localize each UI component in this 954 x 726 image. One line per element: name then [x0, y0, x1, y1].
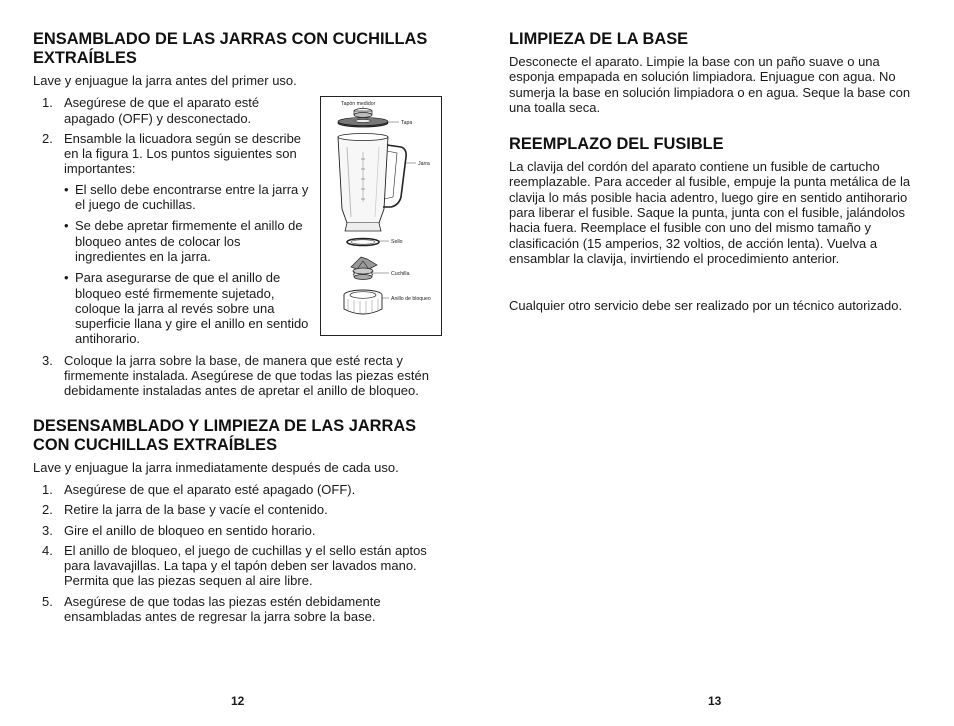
blender-assembly-figure	[320, 96, 442, 336]
disassembly-title: DESENSAMBLADO Y LIMPIEZA DE LAS JARRAS CON CUCHILLAS EXTRAÍBLES	[33, 416, 417, 454]
assembly-title: ENSAMBLADO DE LAS JARRAS CON CUCHILLAS EXTRAÍBLES	[33, 30, 428, 67]
label-jar: Jarra	[418, 161, 430, 167]
step-text: Coloque la jarra sobre la base, de manera que esté recta y firmemente instalada. Asegúrese de que todas las piezas estén debidamente instaladas antes de apretar el anillo de bloqueo.	[64, 352, 429, 399]
disassembly-step: 4. El anillo de bloqueo, el juego de cuchillas y el sello están aptos para lavavajillas. La tapa y el tapón deben ser lavados mano. Permita que las piezas sequen al aire libre.	[42, 542, 427, 589]
bullet-item: • Para asegurarse de que el anillo de bloqueo esté firmemente sujetado, coloque la jarra al revés sobre una superficie llana y gire el anillo en sentido antihorario.	[64, 270, 309, 347]
disassembly-steps	[33, 482, 445, 624]
step-number: 3.	[42, 352, 53, 368]
seal-drawing	[347, 239, 379, 246]
fuse-text: La clavija del cordón del aparato contiene un fusible de cartucho reemplazable. Para acceder al fusible, empuje la punta metálica de la clavija lo más posible hacia adentro, luego gire en sentido antihorario para liberar el fusible. Saque la punta, junta con el fusible, jalándolos hacia fuera. Reemplace el fusible con uno del mismo tamaño y clasificación (15 amperios, 32 voltios, de acción lenta). Vuelva a ensamblar la clavija, invirtiendo el procedimiento anterior.	[509, 159, 911, 266]
disassembly-step: 1. Asegúrese de que el aparato esté apagado (OFF).	[42, 481, 356, 497]
cleaning-title: LIMPIEZA DE LA BASE	[509, 30, 689, 48]
ring-drawing	[344, 290, 382, 314]
cleaning-text: Desconecte el aparato. Limpie la base con un paño suave o una esponja empapada en solución limpiadora. Enjuague con agua. No sumerja la base en solución limpiadora o en agua. Seque la base con una toalla seca.	[509, 54, 911, 115]
page-number-left: 12	[231, 694, 245, 708]
disassembly-intro: Lave y enjuague la jarra inmediatamente después de cada uso.	[33, 459, 399, 475]
disassembly-step: 5. Asegúrese de que todas las piezas estén debidamente ensambladas antes de regresar la jarra sobre la base.	[42, 593, 381, 625]
lid-drawing	[338, 118, 388, 128]
disassembly-step: 2. Retire la jarra de la base y vacíe el contenido.	[42, 502, 328, 518]
step-text: Asegúrese de que el aparato esté apagado (OFF) y desconectado.	[64, 95, 260, 126]
blade-drawing	[351, 257, 377, 280]
fuse-title: REEMPLAZO DEL FUSIBLE	[509, 135, 724, 154]
step-number: 2.	[42, 130, 53, 146]
label-lid: Tapa	[401, 120, 413, 126]
label-cap: Tapón medidor	[341, 101, 376, 107]
label-seal: Sello	[391, 239, 403, 245]
bullet-item: • El sello debe encontrarse entre la jarra y el juego de cuchillas.	[64, 181, 309, 213]
label-blade: Cuchilla	[391, 271, 410, 277]
assembly-step	[33, 353, 445, 399]
page-number-right: 13	[708, 694, 722, 708]
assembly-intro: Lave y enjuague la jarra antes del primer uso.	[33, 73, 297, 88]
step-bullets	[64, 182, 310, 347]
jar-drawing	[338, 134, 406, 232]
right-page	[509, 30, 924, 314]
bullet-item: • Se debe apretar firmemente el anillo de bloqueo antes de colocar los ingredientes en la jarra.	[64, 218, 303, 264]
label-ring: Anillo de bloqueo	[391, 296, 431, 302]
blender-diagram	[321, 97, 441, 335]
step-text: Ensamble la licuadora según se describe en la figura 1. Los puntos siguientes son importantes:	[64, 130, 302, 177]
service-note: Cualquier otro servicio debe ser realizado por un técnico autorizado.	[509, 298, 903, 314]
step-number: 1.	[42, 95, 53, 111]
measuring-cap-drawing	[354, 109, 372, 118]
disassembly-step: 3. Gire el anillo de bloqueo en sentido horario.	[42, 522, 316, 538]
